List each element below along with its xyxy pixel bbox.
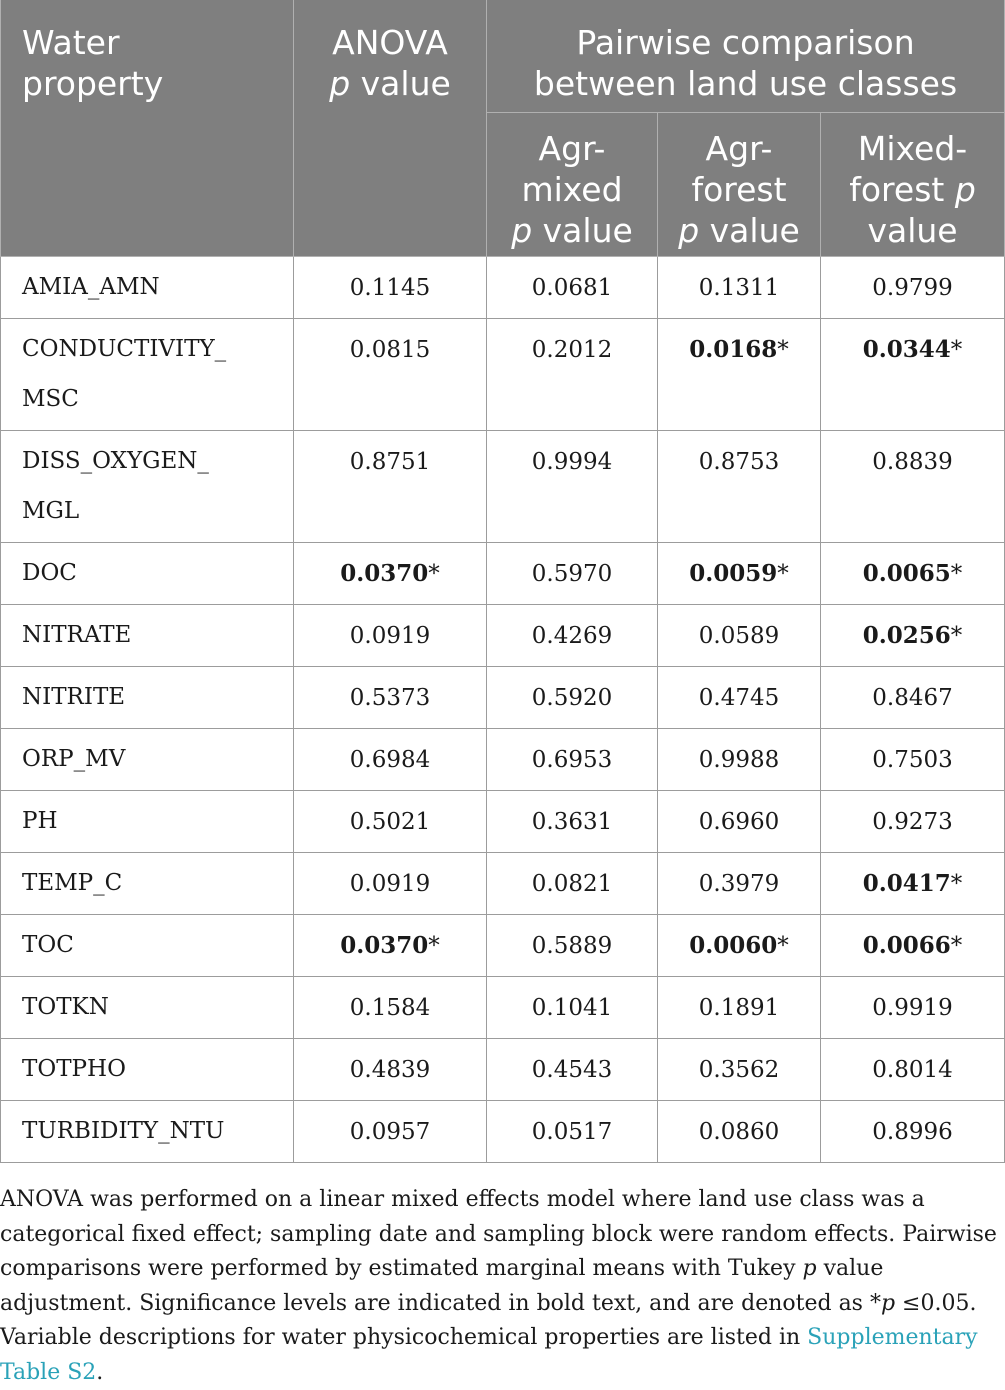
header-mixed-forest: Mixed- forest p value — [821, 113, 1005, 257]
significance-marker: * — [428, 561, 440, 587]
cell-mixed-forest: 0.0065* — [821, 543, 1005, 605]
table-row — [1, 977, 1005, 1039]
cell-mixed-forest: 0.0066* — [821, 915, 1005, 977]
cell-agr-forest: 0.4745 — [658, 667, 821, 729]
significance-marker: * — [950, 561, 963, 587]
significance-marker: * — [428, 933, 440, 959]
significance-marker: * — [950, 871, 963, 897]
cell-agr-mixed: 0.0681 — [487, 257, 658, 319]
cell-agr-mixed: 0.5889 — [487, 915, 658, 977]
cell-mixed-forest: 0.7503 — [821, 729, 1005, 791]
cell-agr-mixed: 0.2012 — [487, 319, 658, 431]
table-row — [1, 853, 1005, 915]
cell-mixed-forest: 0.9273 — [821, 791, 1005, 853]
cell-agr-forest: 0.0060* — [658, 915, 821, 977]
cell-water-property: NITRATE — [1, 605, 294, 667]
cell-anova: 0.0919 — [294, 605, 487, 667]
cell-agr-mixed: 0.3631 — [487, 791, 658, 853]
cell-agr-forest: 0.1311 — [658, 257, 821, 319]
table-row — [1, 791, 1005, 853]
cell-anova: 0.5021 — [294, 791, 487, 853]
cell-agr-mixed: 0.4269 — [487, 605, 658, 667]
significance-marker: * — [777, 337, 789, 363]
cell-water-property: AMIA_AMN — [1, 257, 294, 319]
cell-mixed-forest: 0.0417* — [821, 853, 1005, 915]
table-row — [1, 257, 1005, 319]
cell-anova: 0.0919 — [294, 853, 487, 915]
table-row — [1, 667, 1005, 729]
cell-agr-mixed: 0.0821 — [487, 853, 658, 915]
table-row — [1, 915, 1005, 977]
cell-mixed-forest: 0.9919 — [821, 977, 1005, 1039]
cell-anova: 0.0370* — [294, 543, 487, 605]
table-row — [1, 729, 1005, 791]
cell-agr-forest: 0.1891 — [658, 977, 821, 1039]
header-agr-forest: Agr- forest p value — [658, 113, 821, 257]
cell-water-property: TOTKN — [1, 977, 294, 1039]
table-row — [1, 1039, 1005, 1101]
header-water-property: Water property — [1, 0, 294, 257]
cell-anova: 0.4839 — [294, 1039, 487, 1101]
cell-water-property: ORP_MV — [1, 729, 294, 791]
cell-agr-forest: 0.0168* — [658, 319, 821, 431]
cell-anova: 0.0370* — [294, 915, 487, 977]
cell-mixed-forest: 0.8014 — [821, 1039, 1005, 1101]
cell-agr-mixed: 0.5970 — [487, 543, 658, 605]
cell-agr-forest: 0.0589 — [658, 605, 821, 667]
supplementary-table-link[interactable]: Supplementary Table S2 — [0, 1325, 978, 1385]
cell-agr-mixed: 0.0517 — [487, 1101, 658, 1163]
significance-marker: * — [950, 933, 963, 959]
significance-marker: * — [777, 561, 789, 587]
cell-agr-mixed: 0.6953 — [487, 729, 658, 791]
significance-marker: * — [950, 337, 963, 363]
cell-agr-forest: 0.0860 — [658, 1101, 821, 1163]
cell-agr-mixed: 0.4543 — [487, 1039, 658, 1101]
header-pairwise-group: Pairwise comparison between land use classes — [487, 0, 1005, 113]
cell-water-property: TOTPHO — [1, 1039, 294, 1101]
cell-mixed-forest: 0.0256* — [821, 605, 1005, 667]
cell-anova: 0.5373 — [294, 667, 487, 729]
cell-agr-mixed: 0.5920 — [487, 667, 658, 729]
significance-marker: * — [777, 933, 789, 959]
cell-agr-mixed: 0.1041 — [487, 977, 658, 1039]
cell-agr-mixed: 0.9994 — [487, 431, 658, 543]
cell-agr-forest: 0.3562 — [658, 1039, 821, 1101]
cell-anova: 0.1145 — [294, 257, 487, 319]
cell-agr-forest: 0.0059* — [658, 543, 821, 605]
cell-water-property: CONDUCTIVITY_ MSC — [1, 319, 294, 431]
table-row — [1, 319, 1005, 431]
cell-agr-forest: 0.3979 — [658, 853, 821, 915]
cell-water-property: TOC — [1, 915, 294, 977]
table-row — [1, 605, 1005, 667]
table-row — [1, 431, 1005, 543]
cell-water-property: TURBIDITY_NTU — [1, 1101, 294, 1163]
header-anova-p-value: ANOVA p value — [294, 0, 487, 257]
cell-water-property: DISS_OXYGEN_ MGL — [1, 431, 294, 543]
cell-anova: 0.1584 — [294, 977, 487, 1039]
cell-agr-forest: 0.9988 — [658, 729, 821, 791]
significance-marker: * — [950, 623, 963, 649]
table-footnote: ANOVA was performed on a linear mixed effects model where land use class was a categorical fixed effect; sampling date and sampling block were random effects. Pairwise comparisons were performed by estimated marginal means with Tukey p value adjustment. Significance levels are indicated in bold text, and are denoted as *p ≤0.05. Variable descriptions for water physicochemical properties are listed in Supplementary Table S2. — [0, 1187, 997, 1385]
cell-mixed-forest: 0.9799 — [821, 257, 1005, 319]
cell-agr-forest: 0.6960 — [658, 791, 821, 853]
cell-mixed-forest: 0.8839 — [821, 431, 1005, 543]
cell-anova: 0.0815 — [294, 319, 487, 431]
cell-mixed-forest: 0.8996 — [821, 1101, 1005, 1163]
table-row — [1, 1101, 1005, 1163]
cell-water-property: NITRITE — [1, 667, 294, 729]
cell-agr-forest: 0.8753 — [658, 431, 821, 543]
cell-mixed-forest: 0.0344* — [821, 319, 1005, 431]
cell-anova: 0.8751 — [294, 431, 487, 543]
cell-anova: 0.0957 — [294, 1101, 487, 1163]
cell-anova: 0.6984 — [294, 729, 487, 791]
cell-water-property: PH — [1, 791, 294, 853]
header-agr-mixed: Agr- mixed p value — [487, 113, 658, 257]
cell-mixed-forest: 0.8467 — [821, 667, 1005, 729]
cell-water-property: DOC — [1, 543, 294, 605]
table-row — [1, 543, 1005, 605]
cell-water-property: TEMP_C — [1, 853, 294, 915]
table-body — [1, 257, 1005, 1163]
